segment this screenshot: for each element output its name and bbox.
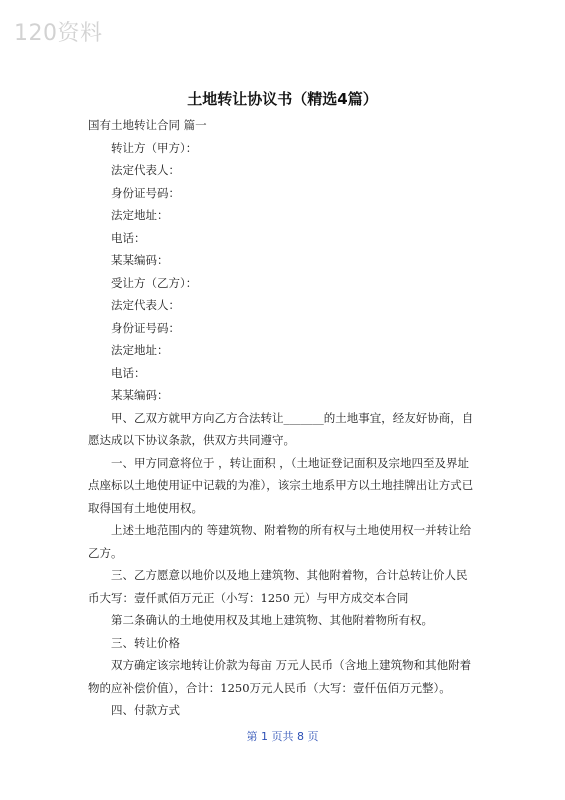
- paragraph: 一、甲方同意将位于 ，转让面积 ，（土地证登记面积及宗地四至及界址点座标以土地使用证中记载的为准），该宗土地系甲方以土地挂牌出让方式已取得国有土地使用权。: [88, 455, 474, 515]
- paragraph: 三、转让价格: [111, 635, 180, 650]
- paragraph: 上述土地范围内的 等建筑物、附着物的所有权与土地使用权一并转让给乙方。: [88, 523, 472, 560]
- paragraph: 法定代表人：: [111, 298, 180, 312]
- paragraph: 身份证号码：: [111, 320, 180, 335]
- paragraph: 受让方（乙方）：: [111, 275, 198, 290]
- paragraph: 四、付款方式: [111, 703, 180, 717]
- paragraph: 某某编码：: [111, 388, 169, 402]
- paragraph: 电话：: [111, 230, 146, 245]
- paragraph: 第二条确认的土地使用权及其地上建筑物、其他附着物所有权。: [111, 613, 433, 627]
- paragraph: 法定代表人：: [111, 163, 180, 177]
- paragraph: 转让方（甲方）：: [111, 140, 198, 155]
- paragraph: 三、乙方愿意以地价以及地上建筑物、其他附着物，合计总转让价人民币大写：壹仟贰佰万元正（小写：1250 元）与甲方成交本合同: [88, 568, 468, 605]
- paragraph: 双方确定该宗地转让价款为每亩 万元人民币（含地上建筑物和其他附着物的应补偿价值），合计：1250万元人民币（大写：壹仟伍佰万元整）。: [88, 658, 472, 695]
- paragraph: 身份证号码：: [111, 185, 180, 200]
- document-title: 土地转让协议书（精选4篇）: [187, 90, 378, 108]
- paragraph: 某某编码：: [111, 253, 169, 267]
- paragraph: 电话：: [111, 365, 146, 380]
- paragraph: 法定地址：: [111, 208, 169, 222]
- paragraph: 国有土地转让合同 篇一: [88, 118, 207, 132]
- watermark-logo: 120资料: [14, 21, 103, 46]
- paragraph: 法定地址：: [111, 343, 169, 357]
- document-body: [88, 114, 476, 722]
- page-footer: 第 1 页共 8 页: [246, 730, 319, 743]
- paragraph: 甲、乙双方就甲方向乙方合法转让_______的土地事宜，经友好协商，自愿达成以下协议条款，供双方共同遵守。: [88, 410, 474, 447]
